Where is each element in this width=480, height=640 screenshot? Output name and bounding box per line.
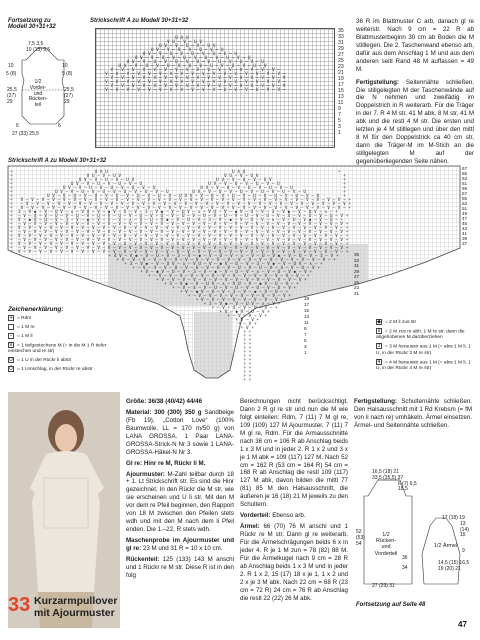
pattern-number: 33 bbox=[8, 594, 31, 616]
fertigstellung-title: Fertigstellung: bbox=[356, 78, 399, 86]
pattern-title-block bbox=[8, 594, 128, 617]
legend-list bbox=[8, 314, 118, 374]
schematic-label-right-5: 5 (8) bbox=[62, 71, 73, 77]
schematic-label-neck: 10 (13) 9,5 bbox=[26, 47, 51, 53]
model-illustration bbox=[8, 392, 120, 628]
schematic-shoulder-drop-label: 6 (7) 6,5 bbox=[398, 480, 417, 487]
legend-right-item: 4 = 4 M herausstr aus 1 M (= abw 1 M li, 1 U, in der Rückr 4 M re str) bbox=[376, 358, 471, 371]
groesse: Größe: 36/38 (40/42) 44/46 bbox=[126, 398, 203, 405]
schematic-neck-label: 16,5 (18) 21 bbox=[372, 469, 399, 475]
sleeve-cap-label: 13 (14) 15 bbox=[460, 520, 469, 539]
page-number: 47 bbox=[458, 620, 467, 629]
fertigstellung-2-text: Schulternähte schließen. Den Halsausschnitt mit 1 Rd Krebsm (= fM von li nach re) umhäkeln. Ärmel einsetzen. Ärmel- und Seitennähte schließen. bbox=[354, 398, 472, 429]
sleeve-schematic-labels bbox=[424, 516, 474, 572]
fertigstellung-block bbox=[356, 79, 474, 166]
schematic-label-bottom-left: 6 bbox=[16, 123, 19, 129]
schematic-label-right-10: 10 bbox=[62, 63, 68, 69]
legend-right-item: ◆ = 2 M li zus str bbox=[377, 318, 417, 325]
schematic-body-label: 1/2 Rücken- und Vorderteil bbox=[374, 532, 398, 557]
legend-item-li: – = 1 M li bbox=[9, 332, 33, 339]
chart-bottom-row-numbers-tail: 19 17 15 13 11 9 7 5 3 1 bbox=[304, 296, 310, 355]
maschenprobe-block: Maschenprobe im Ajourmuster und gl re: 23 M und 31 R = 10 x 10 cm. bbox=[126, 537, 234, 552]
glre-block: Gl re: Hinr re M, Rückr li M. bbox=[126, 459, 206, 467]
sleeve-height-label: 9 bbox=[462, 548, 465, 555]
chart-bottom-symbols-lower: + 4 V – V ◆ – V – U – V – 3 – V – ◆ – V – U – V – ∧ – V – U – V ◆ – V – U – V – 3 – V + + V – V – V – V – V – V – V – V – V – V – V – V – V – V – V – V – V – V – V – V – + + 3 – V ◆ – V – U V – ∧ – V U – V – ◆ V – U – V – 3 – V ◆ – V – U V – ∧ – + + – V – 4 – V – U – V – U – V – U – V – U – V – U – V – 4 – V – U – V + + V – ◆ V – U – V – 3 – V – ◆ – V – U – V – ∧ – V – U – V ◆ – V + + – V – V – V – V – V – V – V – V – V – V – V – V – V – V – + + V – V – V – V – V – V – V – V – V – V – V – V – V – V + + 3 – V ◆ – V – U V – ∧ – V U – V – ◆ V – U – V – + + – V – 4 – V – U – V – U – V – U – V – U – V + + V – ◆ V – U – V – 3 – V – ◆ – V – U – + + – V – V – V – V – V – V – V – V – V + + V – V – V – V – V – V – V – V + + 3 – V ◆ – V – U V – ∧ – V + + – V – 4 – V – U – V – + + V – ◆ V – U – V + + – V – V – V + + V – V + + – V + + V + + + + + + + + + + + + + + + + + + + + + + + + + + + bbox=[108, 254, 339, 383]
text-column-2 bbox=[240, 398, 348, 602]
chart-top-grid bbox=[95, 28, 335, 148]
sleeve-center-label: 1/2 Ärmel bbox=[434, 543, 458, 549]
schematic-label-width: 27 (33) 25,5 bbox=[12, 131, 39, 137]
chart-top-row-numbers: 35 33 31 29 27 25 23 21 19 17 15 13 11 9 7 5 3 1 bbox=[338, 28, 344, 136]
legend-symbol: – bbox=[9, 332, 13, 339]
legend-symbol: 4 bbox=[377, 358, 381, 365]
vorderteil-block: Vorderteil: Ebenso arb. bbox=[240, 512, 306, 520]
schematic-label-height-right: 25,5 (27) 29 bbox=[64, 87, 74, 105]
chart-top-symbols: U A U V U – V – U V U V – V – U – V – U V U V – V – U – V – U – V – U U V – V – U – V – U – V – U – V – U U V – V – U – V – U – V – U – V – U – V – U U V – V – U – V – U – V – U – V – U – V – U – V – U U V – V – U – V – U – V – U – V – U – V – U – V – U – V V – V – V – V – V – V – V – V – V – V – V – V – V – V – V – V – V – V – V – V – V – V – V – V – V – V – V – V – V – V – V – V – V – – V – V – V – V – V – V – V – V – V – V – V – V – V – V – V – V – V V – V – V – V – V – V – V – V – V – V – V – V – V – V – V – V – V – – V – V – V – V – V – V – V – V – V – V – V – V – V – V – V – V – V V – V – V – V – V – V – V – V – V – V – V – V – V – V – V – V – V – bbox=[105, 36, 286, 93]
model-photo bbox=[8, 392, 120, 628]
legend-item-umschlag: Ü = 1 Umschlag, in der Rückr re abstr bbox=[9, 366, 93, 373]
pattern-title: Kurzarmpullover mit Ajourmuster bbox=[34, 595, 118, 619]
text-column-3 bbox=[354, 398, 472, 430]
schematic-armhole-label: 18,5 bbox=[398, 486, 408, 493]
schematic-side-34: 34 bbox=[402, 565, 408, 571]
schematic-bottom-left-labels bbox=[360, 470, 430, 493]
legend-right-item: 3 = 3 M herausstr aus 1 M (= abw 1 M li, 1 U, in der Rückr 3 M re str) bbox=[376, 343, 471, 356]
fertigstellung-text: Seitennähte schließen. Die stillgelegten M der Taschenwände auf die N nehmen und zweifädig im Doppelstrich in R weiterarb. Für die Träger in der 7. R 4 M str, 41 M abk, 8 M str, 41 M abk und die restl 4 M str. Die ersten und letzten je 4 M stilllegen und über den mittl 8 M für den Doppelstrick ca 40 cm str, dann die Träger-M im M-Stich an die stillgelegten M auf der gegenüberliegenden Seite nähen. bbox=[356, 78, 474, 165]
schematic-shoulder-label: 33,5 (35,5) 37 bbox=[372, 474, 404, 481]
chart-bottom-row-numbers-diagonal: 35 33 31 29 27 25 23 21 bbox=[354, 252, 360, 296]
blattmuster-text: 36 R im Blattmuster C arb, danach gl re weiterstr. Nach 9 cm = 22 R ab Blattmusterbeginn 30 cm ab Boden die M stilllegen. Die 2. Taschenwand ebenso arb, dafür aus dem Anschlag 1 M und aus dem anderen seitl Rand 48 M auffassen = 49 M. bbox=[356, 18, 474, 73]
continuation-label: Fortsetzung zu Modell 30+31+32 bbox=[8, 18, 56, 30]
legend-symbol: ◆ bbox=[377, 318, 381, 325]
chart-bottom-title: Strickschrift A zu Modell 30+31+32 bbox=[8, 158, 107, 164]
ajour-block: Ajourmuster: M-Zahl teilbar durch 18 + 1. Lt Strickschrift str. Es sind die Hinr gezeichnet. In den Rückr die M str, wie sie erscheinen und U li str. Mit den M vor dem re Pfeil beginnen, den Rapport von 18 M zwischen den Pfeilen stets wdh und mit den M nach dem li Pfeil enden. Die 1.–22. R stets wdh. bbox=[126, 470, 235, 534]
chart-bottom-symbols: + U A U U A U + + V U – V – U V V U – V – U V + + U V – V – U – V – U V U V – V – U – V – U V + + U V – V – U – V – U – V – U U V – V – U – V – U – V – U + + U V – V – U – V – U – V – U – V – U U V – V – U – V – U – V – U – V – U + + U V – V – U – V – U – V – U – V – U – V – U U V – V – U – V – U – V – U – V – U – V – U + + U V – V – U – V – U – V – U – V – U – V – U – V – U U V – V – U – V – U – V – U – V – U – V – U – V – U + + V – V – V – V – V – V – V – V – V – V – V – V – V – V – V – V – V – V – V – V – V – V – V – V – V – V – V – V – V – V – V – + + – V – V – V – V – V – V – V – V – V – V – V – V – V – V – V – V – V – V – V – V – V – V – V – V – V – V – V – V – V – V – V + + V – V – V – V – V – V – V – V – V – V – V – V – V – V – V – V – V – V – V – V – V – V – V – V – V – V – V – V – V – V – V – + + 3 – V ◆ – V – U V – ∧ – V U – V – ◆ V – U – V – 3 – V ◆ – V – U V – ∧ – V U – V – ◆ V – U – V – 3 – V ◆ – V – U V – ∧ – + + – V – 4 – V – U – V – U – V – U – V – U – V – U – V – 4 – V – U – V – U – V – U – V – U – V – U – V – 4 – V – U – V – U – V + + V – ◆ V – U – V – 3 – V – ◆ – V – U – V – ∧ – V – U – V ◆ – V – U – V – 3 – V – ◆ – V – U – V – ∧ – V – U – V ◆ – V – U – + + – V – V – V – V – V – V – V – V – V – V – V – V – V – V – V – V – V – V – V – V – V – V – V – V – V – V – V – V – V – V – V + + V – V – V – V – V – V – V – V – V – V – V – V – V – V – V – V – V – V – V – V – V – V – V – V – V – V – V – V – V – V – V – + + – V – V – V – V – V – V – V – V – V – V – V – V – V – V – V – V – V – V – V – V – V – V – V – V – V – V – V – V – V – V – V + + V – V – V – V – V – V – V – V – V – V – V – V – V – V – V – V – V – V – V – V – V – V – V – V – V – V – V – V – V – V – V – + + – V – V – V – V – V – V – V – V – V – V – V – V – V – V – V – V – V – V – V – V – V – V – V – V – V – V – V – V – V – V – V + + V – V – V – V – V – V – V – V – V – V – V – V – V – V – V – V – V – V – V – V – V – V – V – V – V – V – V – V – V – V – V – + + – V – V – V – V – V – V – V – V – V – V – V – V – V – V – V – V – V – V – V – V – V – V – V – V – V – V – V – V – V – V – V + + V – V – V – V – V – V – V – V – V – V – V – V – V – V – V – V – V – V – V – V – V – V – V – V – V – V – V – V – V – V – V – + bbox=[10, 170, 351, 255]
legend-item-rdm: + = Rdm bbox=[9, 314, 32, 321]
right-text-block bbox=[356, 18, 474, 166]
legend-symbol: 3 bbox=[377, 343, 381, 350]
berechnung-text: Berechnungen nicht berücksichtigt. Dann 2 R gl re str und nun die M wie folgt einteilen: Rdm, 7 (11) 7 M gl re, 109 (109) 127 M Ajourmuster, 7 (11) 7 M gl re, Rdm. Für die Armausschnitte nach 36 cm = 106 R ab Anschlag beids 1 x 3 M und in jeder 2. R 1 x 2 und 3 x je 1 M abk = 109 (117) 127 M. Nach 52 cm = 162 R (53 cm = 164 R) 54 cm = 168 R ab Anschlag die restl 109 (117) 127 M abk, davon bilden die mittl 77 (81) 85 M den Halsausschnitt, die äußeren je 16 (18) 21 M jeweils zu den Schultern. bbox=[240, 398, 348, 509]
fertigstellung-2-title: Fertigstellung: bbox=[354, 398, 397, 405]
legend-symbol: Ü bbox=[9, 366, 13, 372]
continued-footer: Fortsetzung auf Seite 48 bbox=[356, 602, 426, 608]
sleeve-width-label: 14,5 (15) 16,5 bbox=[438, 559, 470, 566]
legend-symbol: V bbox=[9, 342, 13, 348]
schematic-width-label: 27 (29) 31 bbox=[372, 583, 395, 589]
legend-item-tief: V = 1 tiefgestochene M (= in die M 1 R tiefer einstechen und re str) bbox=[8, 342, 107, 355]
legend-symbol: + bbox=[9, 314, 14, 321]
schematic-height-label: 52 (53) 54 bbox=[356, 529, 365, 547]
schematic-label-left-10: 10 bbox=[8, 63, 14, 69]
text-column-1 bbox=[126, 398, 234, 580]
legend-right-list bbox=[376, 318, 476, 373]
schematic-center-label: 1/2 Vorder- und Rücken- teil bbox=[28, 79, 48, 108]
legend-symbol: U bbox=[9, 357, 13, 363]
chart-top-title: Strickschrift A zu Modell 30+31+32 bbox=[90, 18, 189, 24]
sleeve-top-label: 17 (18) 19 bbox=[442, 515, 465, 521]
legend-item-u: U = 1 U in der Rückr li abstr bbox=[9, 357, 72, 364]
legend-right-item: ∧ = 2 M zus re abh, 1 M re str, dann die abgehobenen M darüberziehen bbox=[376, 328, 465, 341]
legend-symbol bbox=[8, 324, 14, 330]
legend-symbol: ∧ bbox=[377, 328, 381, 334]
schematic-label-left-5: 5 (8) bbox=[6, 71, 17, 77]
chart-bottom-row-numbers: 67 65 63 61 59 57 55 53 51 49 47 45 43 41 39 37 bbox=[462, 166, 468, 246]
legend-title: Zeichenerklärung: bbox=[8, 306, 64, 313]
schematic-label-top: 7,5 3,5 bbox=[28, 41, 44, 47]
rueckenteil-block: Rückenteil: 125 (133) 143 M anschl und 1 Rückr re M str. Diese R ist in den folg bbox=[126, 555, 234, 579]
schematic-side-36: 36 bbox=[402, 555, 408, 561]
legend-item-re: = 1 M re bbox=[8, 323, 118, 332]
aermel-block: Ärmel: 66 (70) 76 M anschl und 1 Rückr re M str. Dann gl re weiterarb. Für die Ärmelschrägungen beids 6 x in jeder 4. R je 1 M zun = 78 (82) 88 M. Für die Ärmelkugel nach 9 cm = 28 R ab Anschlag beids 1 x 3 M und in jeder 2. R 1 x 2, 15 (17) 18 x je 1, 1 x 2 und 2 x je 3 M abk. Nach 22 cm = 68 R (23 cm = 72 R) 24 cm = 76 R ab Anschlag die restl 22 (22) 26 M abk. bbox=[240, 523, 348, 602]
schematic-label-bottom-right: 6 bbox=[58, 123, 61, 129]
material-block: Material: 300 (300) 350 g Sandbeige (Fb 19), „Cotton Love“ (100% Baumwolle, LL = 170 m/50 g) von LANA GROSSA. 1 Paar LANA-GROSSA-Strick-N Nr 3 sowie 1 LANA-GROSSA-Häkel-N Nr 3. bbox=[126, 408, 234, 456]
schematic-label-height-left: 25,5 (27) 29 bbox=[7, 87, 17, 105]
sleeve-bottom-label: 19 (20) 21 bbox=[438, 565, 461, 572]
